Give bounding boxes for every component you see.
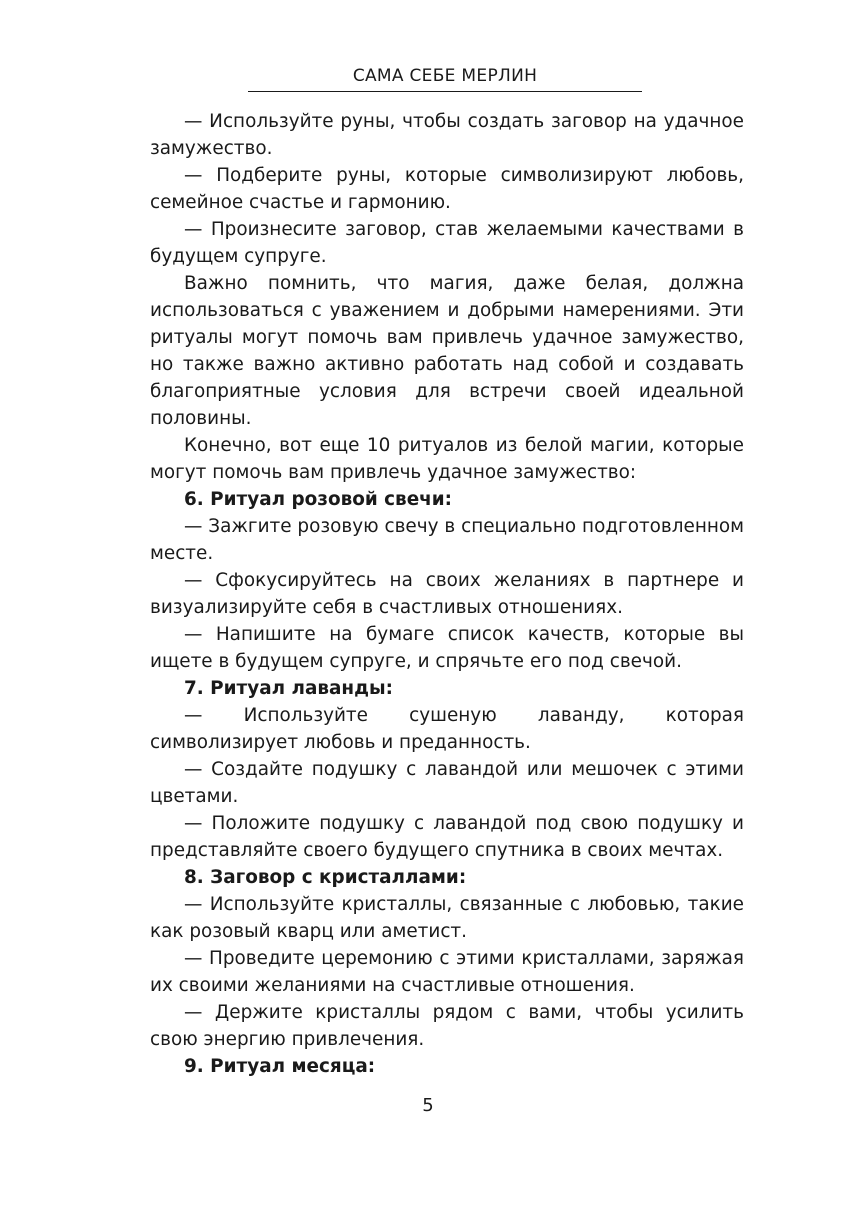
page-number: 5 — [422, 1095, 434, 1116]
paragraph-bullet: — Подберите руны, которые символизируют любовь, семейное счастье и гармонию. — [150, 165, 744, 213]
paragraph: Конечно, вот еще 10 ритуалов из белой магии, которые могут помочь вам привлечь удачное замужество: — [150, 435, 744, 483]
paragraph-bullet: — Держите кристаллы рядом с вами, чтобы усилить свою энергию привлечения. — [150, 1002, 744, 1050]
paragraph-bullet: — Используйте руны, чтобы создать заговор на удачное замужество. — [150, 111, 744, 159]
paragraph-bullet: — Зажгите розовую свечу в специально подготовленном месте. — [150, 516, 744, 564]
section-heading-8: 8. Заговор с кристаллами: — [184, 867, 467, 888]
section-heading-7: 7. Ритуал лаванды: — [184, 678, 393, 699]
page-body — [150, 108, 744, 1080]
paragraph-bullet: — Положите подушку с лавандой под свою подушку и представляйте своего будущего спутника в своих мечтах. — [150, 813, 744, 861]
section-heading-9: 9. Ритуал месяца: — [184, 1056, 376, 1077]
paragraph-bullet: — Произнесите заговор, став желаемыми качествами в будущем супруге. — [150, 219, 744, 267]
running-header: САМА СЕБЕ МЕРЛИН — [248, 64, 642, 92]
paragraph-bullet: — Используйте сушеную лаванду, которая символизирует любовь и преданность. — [150, 705, 744, 753]
paragraph-bullet: — Создайте подушку с лавандой или мешочек с этими цветами. — [150, 759, 744, 807]
paragraph-bullet: — Проведите церемонию с этими кристаллами, заряжая их своими желаниями на счастливые отношения. — [150, 948, 744, 996]
paragraph-bullet: — Напишите на бумаге список качеств, которые вы ищете в будущем супруге, и спрячьте его под свечой. — [150, 624, 744, 672]
paragraph-bullet: — Сфокусируйтесь на своих желаниях в партнере и визуализируйте себя в счастливых отношениях. — [150, 570, 744, 618]
section-heading-6: 6. Ритуал розовой свечи: — [184, 489, 453, 510]
paragraph-bullet: — Используйте кристаллы, связанные с любовью, такие как розовый кварц или аметист. — [150, 894, 744, 942]
paragraph: Важно помнить, что магия, даже белая, должна использоваться с уважением и добрыми намерениями. Эти ритуалы могут помочь вам привлечь удачное замужество, но также важно активно работать над собой и создавать благоприятные условия для встречи своей идеальной половины. — [150, 273, 744, 429]
